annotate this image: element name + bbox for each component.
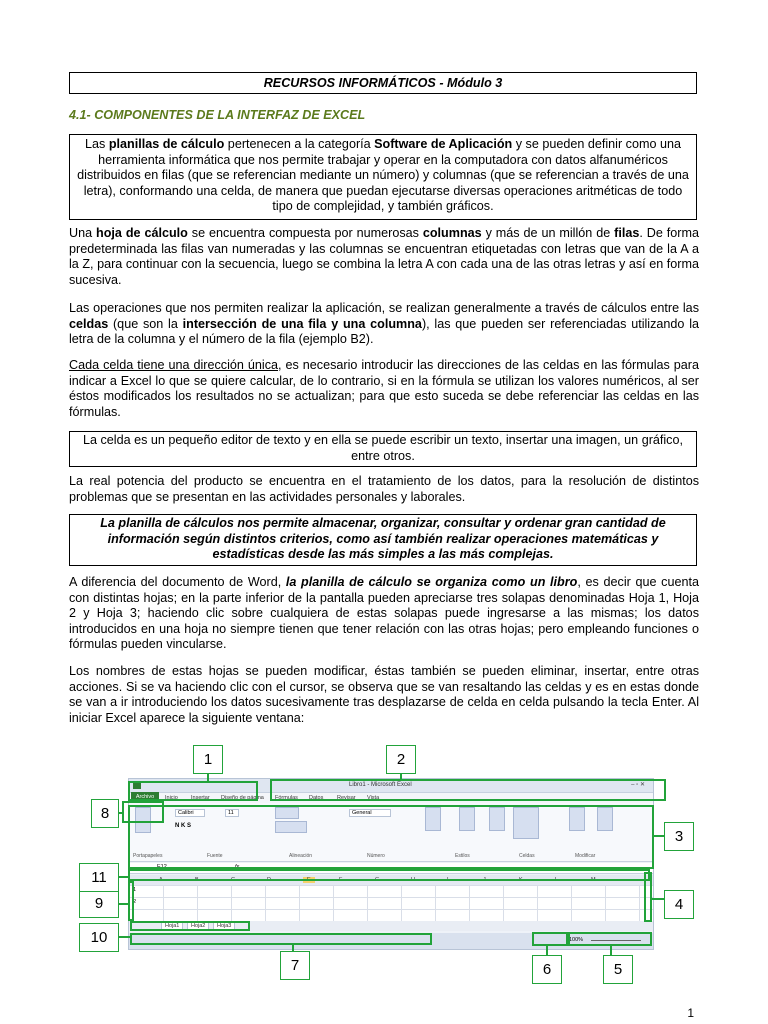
window-controls-icon: – ▫ ✕: [631, 782, 645, 788]
text: Los nombres de estas hojas se pueden modificar, éstas también se pueden eliminar, insertar, entre otras acciones. Si se va haciendo clic con el cursor, se observa que se van resaltando las celdas y es en estas donde se van a ir introduciendo los datos sucesivamente tras desplazarse de celda en celda pulsando la tecla Enter. Al iniciar Excel aparece la siguiente ventana:: [69, 664, 699, 725]
text: Las operaciones que nos permiten realizar la aplicación, se realizan generalmente a través de cálculos entre las: [69, 301, 699, 315]
definition-box: [69, 134, 697, 220]
column-header[interactable]: C: [231, 877, 235, 883]
callout-10: 10: [79, 923, 119, 952]
row-header[interactable]: 1: [133, 887, 137, 893]
formula-bar-frame: [128, 869, 650, 881]
menu-item[interactable]: Insertar: [191, 795, 210, 801]
sheet-tab[interactable]: Hoja2: [187, 922, 209, 930]
column-header[interactable]: L: [555, 877, 559, 883]
bold-term: Software de Aplicación: [374, 137, 513, 151]
text: y más de un millón de: [481, 226, 615, 240]
callout-6: 6: [532, 955, 562, 984]
paragraph-hojas: [69, 664, 699, 726]
callout-4: 4: [664, 890, 694, 919]
column-header[interactable]: B: [195, 877, 199, 883]
text: ), las que pueden ser referenciadas utilizando la letra de la columna y el número de la fila (ejemplo B2).: [69, 316, 699, 347]
connector-line: [652, 898, 664, 900]
column-header[interactable]: F: [339, 877, 343, 883]
quick-access-frame: [128, 781, 258, 801]
bold-term: hoja de cálculo: [96, 226, 188, 240]
callout-5: 5: [603, 955, 633, 984]
header-title: RECURSOS INFORMÁTICOS - Módulo 3: [263, 76, 503, 90]
menu-item[interactable]: Fórmulas: [275, 795, 298, 801]
sheet-tab[interactable]: Hoja3: [213, 922, 235, 930]
window-title: Libro1 - Microsoft Excel: [349, 782, 412, 788]
number-format-select[interactable]: General: [349, 809, 391, 817]
menu-item[interactable]: Vista: [367, 795, 380, 801]
underlined-text: Cada celda tiene una dirección única: [69, 358, 278, 372]
ribbon-group-label: Modificar: [575, 853, 596, 859]
text: Las: [85, 137, 109, 151]
text: . De forma predeterminada las filas van numeradas y las columnas se encuentran etiquetadas con letras que van de la A a la Z, para continuar con la secuencia, luego se combina la letra A con cada una de las otras letras y así en forma sucesiva.: [69, 226, 700, 287]
text: , es decir que cuenta con distintas hojas; en la parte inferior de la pantalla pueden apreciarse tres solapas denominadas Hoja 1, Hoja 2 y Hoja 3; haciendo clic sobre cualquiera de estas solapas puede ingresarse a las mismas; los datos introducidos en una hoja no siempre tienen que tener relación con las otras hojas; pero empleando funciones o fórmulas pueden vincularse.: [69, 575, 699, 652]
ribbon-group-label: Estilos: [455, 853, 470, 859]
column-header[interactable]: K: [519, 877, 523, 883]
callout-9: 9: [79, 889, 119, 918]
document-header: [69, 72, 697, 94]
connector-line: [118, 936, 130, 938]
callout-3: 3: [664, 822, 694, 851]
column-header[interactable]: A: [159, 877, 163, 883]
bold-term: columnas: [422, 226, 482, 240]
text: La celda es un pequeño editor de texto y en ella se puede escribir un texto, insertar una imagen, un gráfico, entre otros.: [83, 433, 683, 463]
name-box[interactable]: E12: [157, 864, 167, 870]
ribbon-frame: [128, 805, 654, 869]
column-header[interactable]: E: [303, 877, 315, 883]
connector-line: [118, 903, 128, 905]
callout-2: 2: [386, 745, 416, 774]
fx-icon: fx: [235, 864, 240, 870]
font-size-select[interactable]: 11: [225, 809, 239, 817]
sheet-tabs-frame: [130, 921, 250, 931]
bold-term: intersección de una fila y una columna: [182, 316, 422, 331]
paragraph-operaciones: [69, 301, 699, 348]
menu-item[interactable]: Datos: [309, 795, 324, 801]
page-number: 1: [687, 1006, 694, 1020]
text: Una: [69, 226, 97, 240]
paragraph-libro: [69, 575, 699, 653]
callout-11: 11: [79, 863, 119, 892]
celda-box: [69, 431, 697, 467]
column-header[interactable]: G: [375, 877, 380, 883]
connector-line: [207, 774, 209, 782]
sheet-tab[interactable]: Hoja1: [161, 922, 183, 930]
bold-term: planillas de cálculo: [108, 137, 225, 151]
menu-item[interactable]: Revisar: [337, 795, 356, 801]
ribbon-group-label: Alineación: [289, 853, 313, 859]
callout-8: 8: [91, 799, 119, 828]
view-buttons-frame: [532, 932, 568, 946]
zoom-level: 100%: [569, 937, 584, 943]
title-bar-frame: [270, 779, 666, 801]
column-header[interactable]: H: [411, 877, 415, 883]
scrollbar-frame: [644, 872, 652, 922]
text: La real potencia del producto se encuentra en el tratamiento de los datos, para la resolución de distintos problemas que se presentan en las actividades personales y laborales.: [69, 474, 699, 504]
section-heading: 4.1- COMPONENTES DE LA INTERFAZ DE EXCEL: [69, 108, 366, 122]
ribbon-group-label: Celdas: [519, 853, 535, 859]
text: pertenecen a la categoría: [224, 137, 375, 151]
font-name-select[interactable]: Calibri: [175, 809, 205, 817]
column-header[interactable]: D: [267, 877, 271, 883]
paragraph-direccion: [69, 358, 699, 420]
text: y se pueden definir como una herramienta informática que nos permite trabajar y operar en la computadora con datos alfanuméricos distribuidos en filas (que se referencian mediante un número) y columnas (que se referencian a través de una letra), conformando una celda, de manera que puedan ejecutarse diversas operaciones aritméticas de todo tipo de complejidad, y también gráficos.: [77, 137, 689, 214]
row-headers-frame: [128, 881, 137, 921]
text: (que son la: [108, 316, 183, 331]
ribbon-group-label: Número: [367, 853, 385, 859]
text: La planilla de cálculos nos permite almacenar, organizar, consultar y ordenar gran cantidad de información según distintos criterios, como así también realizar operaciones matemáticas y estadísticas desde las más simples a las más complejas.: [100, 516, 666, 562]
connector-line: [654, 835, 664, 837]
ribbon-group-label: Fuente: [207, 853, 223, 859]
menu-item[interactable]: Diseño de página: [221, 795, 264, 801]
file-tab[interactable]: Archivo: [131, 792, 159, 803]
row-header[interactable]: 2: [133, 899, 137, 905]
connector-line: [400, 774, 402, 780]
menu-item[interactable]: Inicio: [165, 795, 178, 801]
ribbon-group-label: Portapapeles: [133, 853, 163, 859]
callout-1: 1: [193, 745, 223, 774]
paragraph-potencia: [69, 474, 699, 505]
column-header[interactable]: M: [591, 877, 596, 883]
connector-line: [118, 876, 128, 878]
bold-italic-term: la planilla de cálculo se organiza como un libro: [285, 575, 578, 589]
column-header[interactable]: I: [447, 877, 449, 883]
highlight-box: [69, 514, 697, 566]
callout-7: 7: [280, 951, 310, 980]
text: , es necesario introducir las direcciones de las celdas en las fórmulas para indicar a Excel lo que se quiere calcular, de lo contrario, si en la fórmula se utilizan los valores numéricos, al ser éstos modificados los resultados no se actualizan; para que esto suceda se debe referenciar las celdas en las fórmulas.: [69, 358, 699, 419]
status-bar-frame: [130, 933, 432, 945]
zoom-frame: [568, 932, 652, 946]
bold-term: celdas: [69, 316, 109, 331]
text: se encuentra compuesta por numerosas: [187, 226, 423, 240]
paragraph-hoja: [69, 226, 699, 288]
column-header[interactable]: J: [483, 877, 486, 883]
text: A diferencia del documento de Word,: [69, 575, 286, 589]
cell-grid[interactable]: [129, 885, 653, 921]
bold-icon[interactable]: N K S: [175, 823, 192, 829]
bold-term: filas: [614, 226, 640, 240]
